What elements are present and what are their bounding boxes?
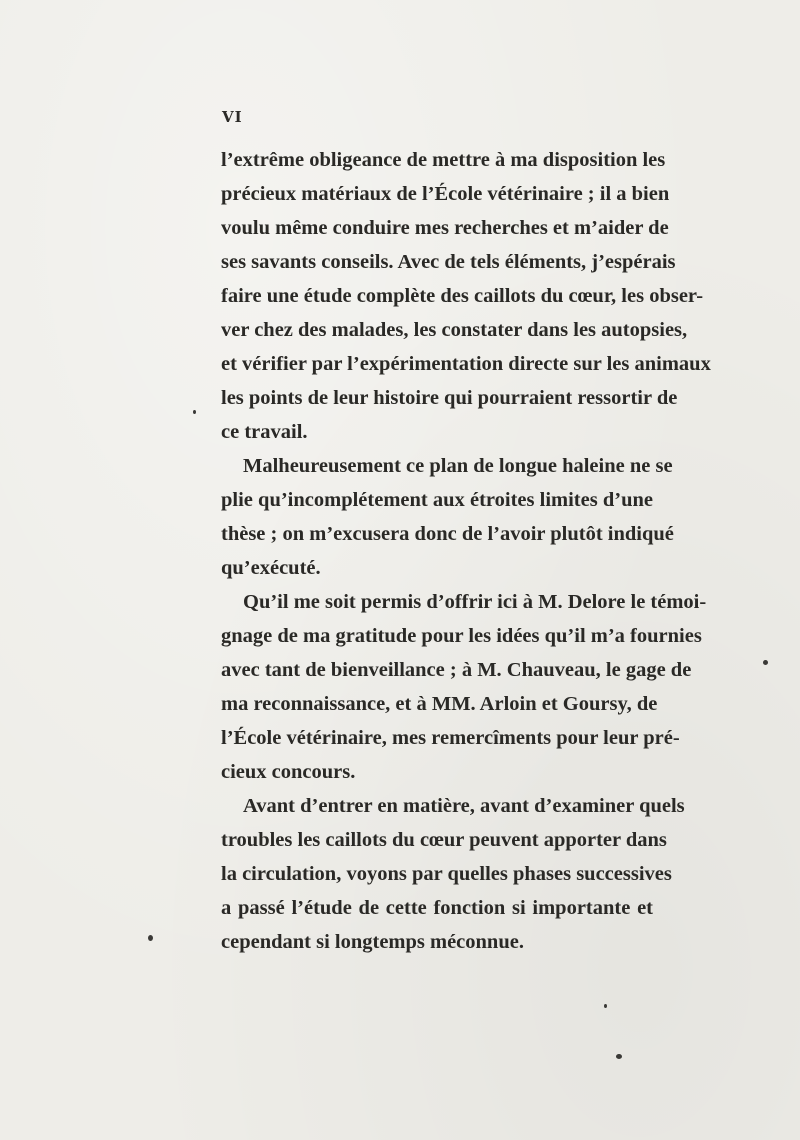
text-line: faire une étude complète des caillots du cœur, les obser-	[221, 285, 704, 307]
text-line: l’École vétérinaire, mes remercîments pour leur pré-	[221, 727, 680, 749]
paragraph-start-line: Malheureusement ce plan de longue haleine ne se	[243, 455, 673, 477]
page-number: VI	[222, 108, 243, 126]
text-line: et vérifier par l’expérimentation directe sur les animaux	[221, 353, 711, 375]
ink-speck	[193, 410, 196, 414]
text-line: l’extrême obligeance de mettre à ma disposition les	[221, 149, 666, 171]
ink-speck	[616, 1054, 622, 1059]
text-line: ver chez des malades, les constater dans les autopsies,	[221, 319, 688, 341]
paragraph-start-line: Avant d’entrer en matière, avant d’examiner quels	[243, 795, 685, 817]
text-line: ma reconnaissance, et à MM. Arloin et Goursy, de	[221, 693, 658, 715]
text-line: a passé l’étude de cette fonction si importante et	[221, 897, 653, 919]
text-line: gnage de ma gratitude pour les idées qu’il m’a fournies	[221, 625, 702, 647]
text-line: avec tant de bienveillance ; à M. Chauveau, le gage de	[221, 659, 692, 681]
body-text	[221, 143, 711, 959]
ink-speck	[763, 660, 768, 665]
ink-speck	[148, 935, 153, 941]
paragraph-end-line: cependant si longtemps méconnue.	[221, 931, 524, 953]
text-line: troubles les caillots du cœur peuvent apporter dans	[221, 829, 667, 851]
paragraph-start-line: Qu’il me soit permis d’offrir ici à M. Delore le témoi-	[243, 591, 707, 613]
ink-speck	[604, 1004, 607, 1008]
text-line: plie qu’incomplétement aux étroites limites d’une	[221, 489, 653, 511]
paragraph-end-line: qu’exécuté.	[221, 557, 321, 579]
text-line: voulu même conduire mes recherches et m’aider de	[221, 217, 669, 239]
paragraph-end-line: ce travail.	[221, 421, 308, 443]
paragraph-end-line: cieux concours.	[221, 761, 356, 783]
text-line: les points de leur histoire qui pourraient ressortir de	[221, 387, 678, 409]
text-line: thèse ; on m’excusera donc de l’avoir plutôt indiqué	[221, 523, 674, 545]
text-line: précieux matériaux de l’École vétérinaire ; il a bien	[221, 183, 670, 205]
text-line: ses savants conseils. Avec de tels éléments, j’espérais	[221, 251, 676, 273]
text-line: la circulation, voyons par quelles phases successives	[221, 863, 672, 885]
